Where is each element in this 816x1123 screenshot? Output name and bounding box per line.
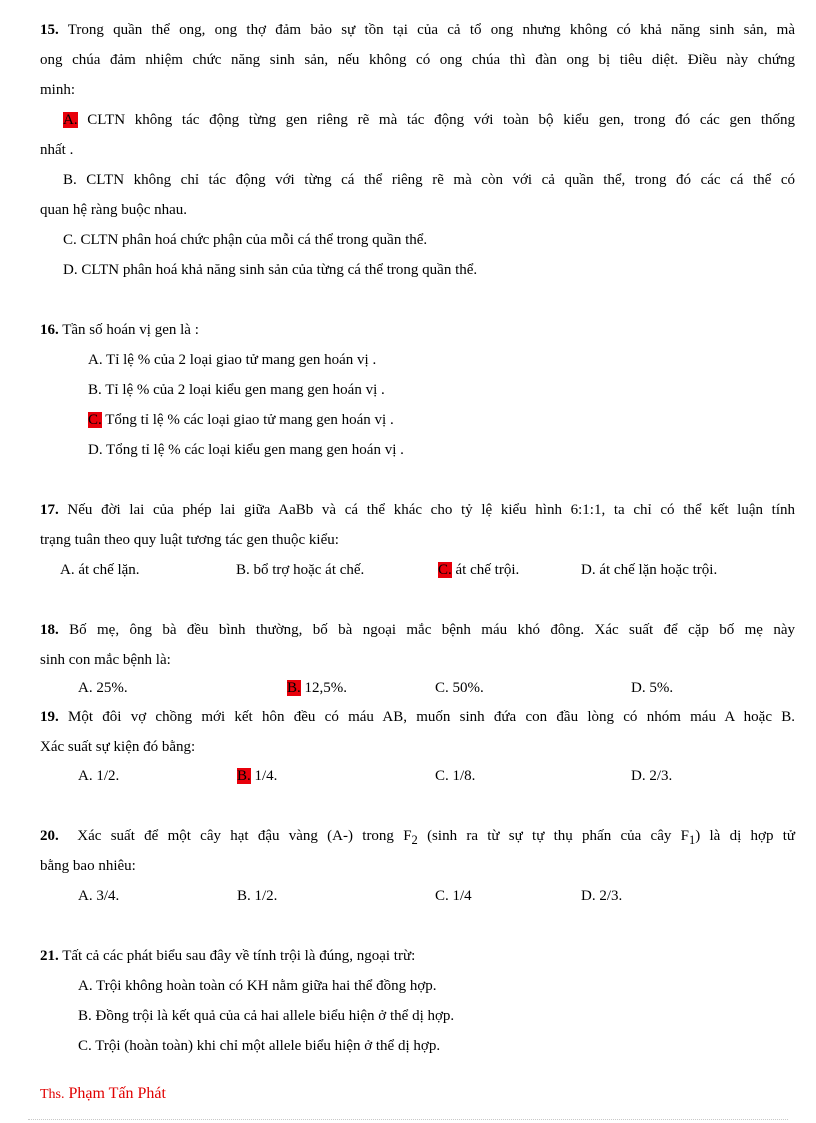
q15-option-a xyxy=(63,110,795,130)
q20-number: 20. xyxy=(40,828,59,844)
q16-option-c xyxy=(88,410,394,430)
q15-answer-mark: A. xyxy=(63,112,78,128)
q18-line-2: sinh con mắc bệnh là: xyxy=(40,652,171,668)
q17-option-d: D. át chế lặn hoặc trội. xyxy=(581,562,718,578)
q20-subscript-1: 1 xyxy=(688,833,696,847)
q19-option-c: C. 1/8. xyxy=(435,768,476,784)
q19-option-b xyxy=(237,766,277,786)
q20-line-2: bằng bao nhiêu: xyxy=(40,858,136,874)
q19-option-a: A. 1/2. xyxy=(78,768,120,784)
q18-option-a: A. 25%. xyxy=(78,680,128,696)
q21-option-c: C. Trội (hoàn toàn) khi chỉ một allele biểu hiện ở thể dị hợp. xyxy=(78,1038,441,1054)
q20-option-b: B. 1/2. xyxy=(237,888,278,904)
q16-option-c-text: Tổng tỉ lệ % các loại giao tử mang gen hoán vị . xyxy=(105,412,394,428)
q17-option-b: B. bổ trợ hoặc át chế. xyxy=(236,562,365,578)
q18-option-d: D. 5%. xyxy=(631,680,674,696)
q21-stem xyxy=(40,946,415,966)
q20-stem-c: ) là dị hợp tử xyxy=(695,828,796,844)
q20-option-c: C. 1/4 xyxy=(435,888,472,904)
q18-number: 18. xyxy=(40,622,59,638)
q21-stem-text: Tất cả các phát biểu sau đây về tính trội là đúng, ngoại trừ: xyxy=(62,948,416,964)
q19-stem-1: Một đôi vợ chồng mới kết hôn đều có máu AB, muốn sinh đứa con đầu lòng có nhóm máu A hoặc B. xyxy=(68,709,796,725)
q17-line-2: trạng tuân theo quy luật tương tác gen thuộc kiểu: xyxy=(40,532,339,548)
q18-option-b-text: 12,5%. xyxy=(304,680,348,696)
q17-option-c xyxy=(438,560,519,580)
q17-number: 17. xyxy=(40,502,59,518)
q19-line-1 xyxy=(40,707,795,727)
q15-option-a-text: CLTN không tác động từng gen riêng rẽ mà tác động với toàn bộ kiểu gen, trong đó các gen thống xyxy=(87,112,796,128)
footer-author-name: Phạm Tấn Phát xyxy=(68,1085,166,1102)
q18-line-1 xyxy=(40,620,795,640)
q18-stem-1: Bố mẹ, ông bà đều bình thường, bố bà ngoại mắc bệnh máu khó đông. Xác suất để cặp bố mẹ này xyxy=(69,622,795,638)
page-bottom-divider xyxy=(28,1119,788,1120)
q16-answer-mark: C. xyxy=(88,412,102,428)
q15-option-b: B. CLTN không chỉ tác động với từng cá thể riêng rẽ mà còn với cả quần thể, trong đó các cá thể có xyxy=(63,172,795,188)
q18-answer-mark: B. xyxy=(287,680,301,696)
footer-author xyxy=(40,1084,166,1105)
q19-answer-mark: B. xyxy=(237,768,251,784)
q15-option-d: D. CLTN phân hoá khả năng sinh sản của từng cá thể trong quần thể. xyxy=(63,262,478,278)
q15-option-b-cont: quan hệ ràng buộc nhau. xyxy=(40,202,188,218)
q21-option-b: B. Đồng trội là kết quả của cả hai allele biểu hiện ở thể dị hợp. xyxy=(78,1008,455,1024)
q16-option-a: A. Tỉ lệ % của 2 loại giao tử mang gen hoán vị . xyxy=(88,352,377,368)
footer-author-prefix: Ths. xyxy=(40,1087,65,1102)
q15-line-1 xyxy=(40,20,795,40)
q15-number: 15. xyxy=(40,22,59,38)
q15-line-3: minh: xyxy=(40,82,76,98)
q17-stem-1: Nếu đời lai của phép lai giữa AaBb và cá thể khác cho tỷ lệ kiểu hình 6:1:1, ta chỉ có thể kết luận tính xyxy=(67,502,795,518)
q18-option-b xyxy=(287,678,347,698)
q16-option-d: D. Tổng tỉ lệ % các loại kiểu gen mang gen hoán vị . xyxy=(88,442,404,458)
q21-option-a: A. Trội không hoàn toàn có KH nằm giữa hai thể đồng hợp. xyxy=(78,978,437,994)
q18-option-c: C. 50%. xyxy=(435,680,484,696)
q15-option-a-cont: nhất . xyxy=(40,142,74,158)
q15-line-2: ong chúa đảm nhiệm chức năng sinh sản, nếu không có ong chúa thì đàn ong bị tiêu diệt. Điều này chứng xyxy=(40,52,795,68)
q15-stem-1: Trong quần thể ong, ong thợ đảm bảo sự tồn tại của cả tổ ong nhưng không có khả năng sinh sản, mà xyxy=(67,22,795,38)
q19-option-b-text: 1/4. xyxy=(254,768,278,784)
q17-option-c-text: át chế trội. xyxy=(455,562,520,578)
q20-stem-a: Xác suất để một cây hạt đậu vàng (A-) trong F xyxy=(77,828,412,844)
q16-option-b: B. Tỉ lệ % của 2 loại kiểu gen mang gen hoán vị . xyxy=(88,382,385,398)
q20-option-d: D. 2/3. xyxy=(581,888,623,904)
q15-option-c: C. CLTN phân hoá chức phận của mỗi cá thể trong quần thể. xyxy=(63,232,428,248)
q19-number: 19. xyxy=(40,709,59,725)
q21-number: 21. xyxy=(40,948,59,964)
q19-option-d: D. 2/3. xyxy=(631,768,673,784)
q16-stem xyxy=(40,320,199,340)
q20-subscript-2: 2 xyxy=(411,833,418,847)
q20-option-a: A. 3/4. xyxy=(78,888,120,904)
q17-line-1 xyxy=(40,500,795,520)
q16-stem-text: Tần số hoán vị gen là : xyxy=(62,322,199,338)
q19-line-2: Xác suất sự kiện đó bằng: xyxy=(40,739,196,755)
q16-number: 16. xyxy=(40,322,59,338)
q17-answer-mark: C. xyxy=(438,562,452,578)
q20-line-1 xyxy=(40,826,795,850)
q20-stem-b: (sinh ra từ sự tự thụ phấn của cây F xyxy=(417,828,689,844)
q17-option-a: A. át chế lặn. xyxy=(60,562,140,578)
